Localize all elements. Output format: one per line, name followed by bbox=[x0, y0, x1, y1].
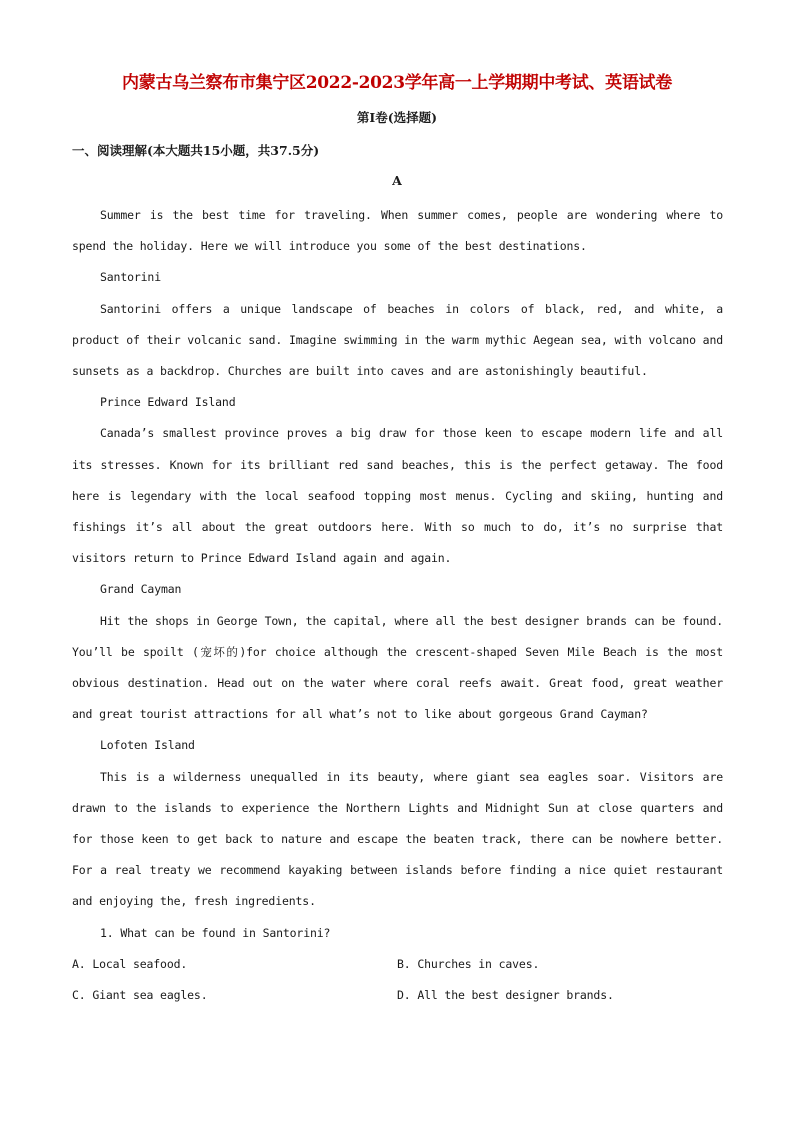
question-1-options bbox=[72, 949, 723, 1011]
passage-body bbox=[72, 200, 723, 1011]
option-d: D. All the best designer brands. bbox=[397, 988, 614, 1003]
paragraph-lofoten-island: This is a wilderness unequalled in its beauty, where giant sea eagles soar. Visitors are drawn to the islands to experience the Northern Lights and Midnight Sun at close quarters and for those keen to get back to nature and escape the beaten track, there can be nowhere better. For a real treaty we recommend kayaking between islands before finding a nice quiet restaurant and enjoying the, fresh ingredients. bbox=[72, 769, 723, 909]
option-a: A. Local seafood. bbox=[72, 956, 188, 971]
destination-heading-prince-edward-island: Prince Edward Island bbox=[100, 395, 236, 410]
paragraph-santorini: Santorini offers a unique landscape of beaches in colors of black, red, and white, a product of their volcanic sand. Imagine swimming in the warm mythic Aegean sea, with volcano and sunsets as a backdrop. Churches are built into caves and are astonishingly beautiful. bbox=[72, 301, 723, 379]
passage-letter: A bbox=[392, 173, 402, 188]
destination-heading-santorini: Santorini bbox=[100, 270, 161, 285]
exam-title: 内蒙古乌兰察布市集宁区2022-2023学年高一上学期期中考试、英语试卷 bbox=[122, 73, 672, 93]
section-heading: 一、阅读理解(本大题共15小题，共37.5分) bbox=[72, 143, 320, 158]
paragraph-prince-edward-island: Canada’s smallest province proves a big draw for those keen to escape modern life and all its stresses. Known for its brilliant red sand beaches, this is the perfect getaway. The food here is legendary with the local seafood topping most menus. Cycling and skiing, hunting and fishings it’s all about the great outdoors here. With so much to do, it’s no surprise that visitors return to Prince Edward Island again and again. bbox=[72, 426, 723, 566]
destination-heading-lofoten-island: Lofoten Island bbox=[100, 738, 195, 753]
volume-heading: 第I卷(选择题) bbox=[356, 110, 438, 125]
intro-paragraph: Summer is the best time for traveling. When summer comes, people are wondering where to spend the holiday. Here we will introduce you some of the best destinations. bbox=[72, 208, 723, 254]
paragraph-grand-cayman: Hit the shops in George Town, the capital, where all the best designer brands can be found. You’ll be spoilt (宠坏的)for choice although the crescent-shaped Seven Mile Beach is the most obvious destination. Head out on the water where coral reefs await. Great food, great weather and great tourist attractions for all what’s not to like about gorgeous Grand Cayman? bbox=[72, 613, 723, 722]
destination-heading-grand-cayman: Grand Cayman bbox=[100, 582, 182, 597]
option-b: B. Churches in caves. bbox=[397, 956, 540, 971]
question-1-stem: 1. What can be found in Santorini? bbox=[100, 925, 331, 940]
option-c: C. Giant sea eagles. bbox=[72, 988, 208, 1003]
